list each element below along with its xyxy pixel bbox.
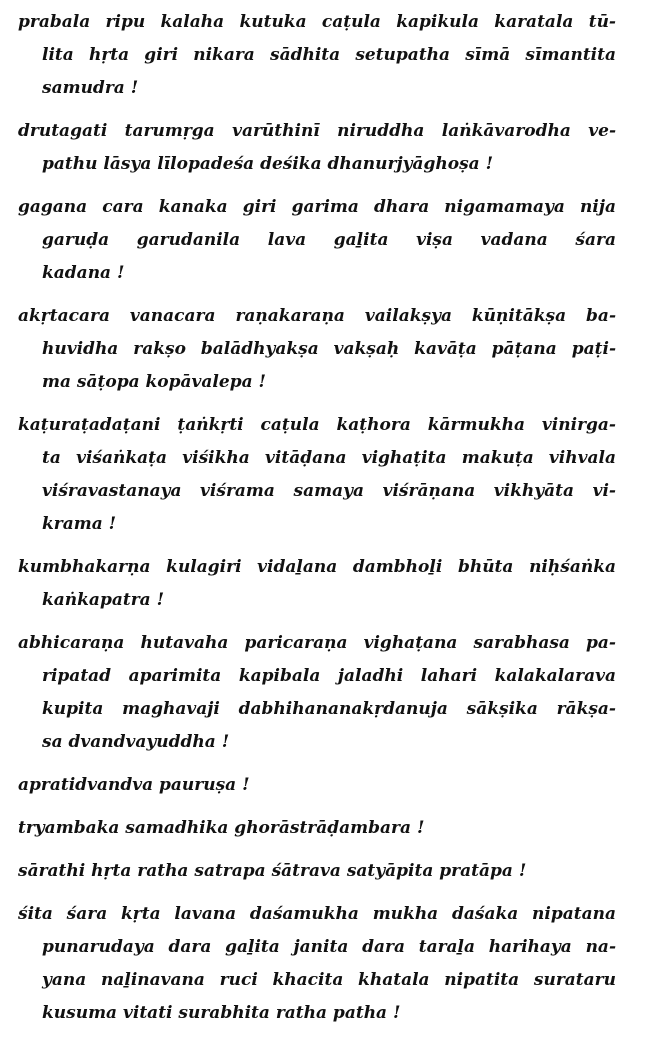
verse-line: prabala ripu kalaha kutuka caṭula kapikula karatala tū-: [18, 12, 616, 32]
verse-line: punarudaya dara gaḻita janita dara taraḻa harihaya na-: [42, 937, 616, 957]
verse-9: [18, 812, 616, 845]
verse-line: gagana cara kanaka giri garima dhara nigamamaya nija: [18, 197, 616, 217]
verse-1: [18, 6, 616, 105]
verse-2: [18, 115, 616, 181]
verse-5: [18, 409, 616, 541]
verse-line: ripatad aparimita kapibala jaladhi lahari kalakalarava: [42, 666, 616, 686]
verse-line: śita śara kṛta lavana daśamukha mukha daśaka nipatana: [18, 904, 616, 924]
verse-line: apratidvandva pauruṣa !: [18, 775, 250, 795]
verse-4: [18, 300, 616, 399]
document-page: [18, 6, 616, 1040]
verse-line: kupita maghavaji dabhihananakṛdanuja sākṣika rākṣa-: [42, 699, 616, 719]
verse-line: sa dvandvayuddha !: [42, 732, 230, 752]
verse-line: huvidha rakṣo balādhyakṣa vakṣaḥ kavāṭa pāṭana paṭi-: [42, 339, 616, 359]
verse-8: [18, 769, 616, 802]
verse-line: akṛtacara vanacara raṇakaraṇa vailakṣya kūṇitākṣa ba-: [18, 306, 616, 326]
verse-line: tryambaka samadhika ghorāstrāḍambara !: [18, 818, 425, 838]
verse-line: kumbhakarṇa kulagiri vidaḻana dambhoḻi bhūta niḥśaṅka: [18, 557, 616, 577]
verse-line: kadana !: [42, 263, 125, 283]
verse-line: lita hṛta giri nikara sādhita setupatha sīmā sīmantita: [42, 45, 616, 65]
verse-3: [18, 191, 616, 290]
verse-line: krama !: [42, 514, 117, 534]
verse-line: pathu lāsya līlopadeśa deśika dhanurjyāghoṣa !: [42, 154, 494, 174]
verse-line: yana naḻinavana ruci khacita khatala nipatita surataru: [42, 970, 616, 990]
verse-line: viśravastanaya viśrama samaya viśrāṇana vikhyāta vi-: [42, 481, 616, 501]
verse-7: [18, 627, 616, 759]
verse-line: ta viśaṅkaṭa viśikha vitāḍana vighaṭita makuṭa vihvala: [42, 448, 616, 468]
verse-line: sārathi hṛta ratha satrapa śātrava satyāpita pratāpa !: [18, 861, 527, 881]
verse-11: [18, 898, 616, 1030]
verse-line: kaṅkapatra !: [42, 590, 165, 610]
verse-line: kaṭuraṭadaṭani ṭaṅkṛti caṭula kaṭhora kārmukha vinirga-: [18, 415, 616, 435]
verse-10: [18, 855, 616, 888]
verse-line: abhicaraṇa hutavaha paricaraṇa vighaṭana sarabhasa pa-: [18, 633, 616, 653]
verse-6: [18, 551, 616, 617]
verse-line: drutagati tarumṛga varūthinī niruddha laṅkāvarodha ve-: [18, 121, 616, 141]
verse-line: samudra !: [42, 78, 139, 98]
verse-line: garuḍa garudanila lava gaḻita viṣa vadana śara: [42, 230, 616, 250]
verse-line: ma sāṭopa kopāvalepa !: [42, 372, 266, 392]
verse-line: kusuma vitati surabhita ratha patha !: [42, 1003, 401, 1023]
